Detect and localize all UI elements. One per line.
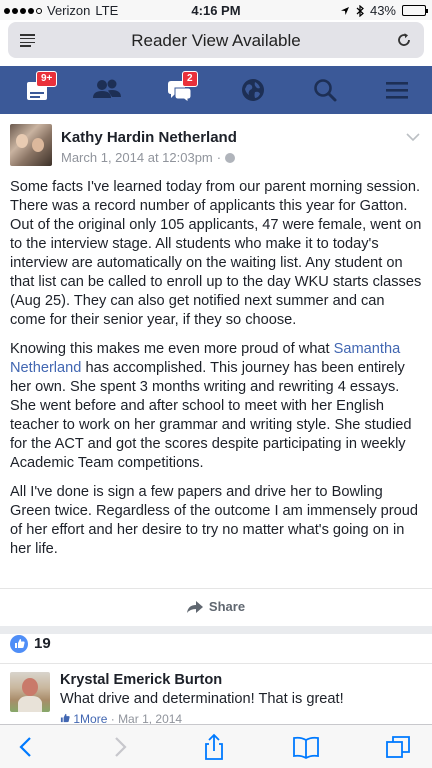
mention-link[interactable]: Samantha Netherland xyxy=(10,341,401,376)
address-bar[interactable] xyxy=(8,22,424,58)
forward-icon[interactable] xyxy=(106,733,134,761)
status-bar xyxy=(0,0,432,20)
post-paragraph: Some facts I've learned today from our parent morning session. There was a record number of applicants this year for Gatton. Out of the original only 105 applicants, 47 were female, went on to the interview stage. All students who make it to today's interview are automatically on the waiting list. Any student on that list can be called to enroll up to the day WKU starts classes (Aug 25). They can also get notified next summer and can come for their senior year, if they so choose. xyxy=(10,179,422,328)
facebook-nav-bar xyxy=(0,66,432,114)
search-icon xyxy=(312,77,338,103)
comment-more-link[interactable]: More xyxy=(80,712,108,724)
post-body xyxy=(10,178,422,569)
globe-icon xyxy=(240,77,266,103)
paragraph-text: Knowing this makes me even more proud of what xyxy=(10,341,334,357)
privacy-globe-icon xyxy=(225,153,235,163)
comment-text: What drive and determination! That is great! xyxy=(60,691,344,707)
messages-notification-badge: 2 xyxy=(182,71,198,87)
post-timestamp[interactable]: March 1, 2014 at 12:03pm xyxy=(61,150,213,165)
nav-news-feed[interactable] xyxy=(22,73,54,104)
share-arrow-icon xyxy=(187,601,203,613)
back-icon[interactable] xyxy=(12,733,40,761)
share-sheet-icon[interactable] xyxy=(200,733,228,761)
nav-messages[interactable] xyxy=(166,73,198,104)
battery-icon xyxy=(402,5,426,16)
meta-separator: · xyxy=(110,712,115,724)
author-avatar[interactable] xyxy=(10,124,52,166)
clock: 4:16 PM xyxy=(191,3,241,18)
comment-date: Mar 1, 2014 xyxy=(118,712,183,724)
bluetooth-icon xyxy=(356,5,364,17)
nav-search[interactable] xyxy=(310,76,342,104)
carrier-name: Verizon xyxy=(47,3,91,18)
network-type: LTE xyxy=(95,3,119,18)
post-meta xyxy=(61,150,235,165)
comment xyxy=(0,668,432,724)
comment-like-icon xyxy=(60,713,70,723)
nav-notifications[interactable] xyxy=(238,76,270,104)
thumbs-up-icon xyxy=(10,635,28,653)
nav-menu[interactable] xyxy=(382,76,414,104)
reload-icon[interactable] xyxy=(394,30,414,50)
battery-percent: 43% xyxy=(369,3,396,18)
post-author[interactable]: Kathy Hardin Netherland xyxy=(61,129,237,146)
feed-notification-badge: 9+ xyxy=(36,71,57,87)
browser-toolbar xyxy=(0,724,432,768)
chevron-down-icon[interactable] xyxy=(406,132,420,142)
reader-view-label[interactable]: Reader View Available xyxy=(131,31,301,50)
share-button[interactable] xyxy=(0,588,432,624)
post-paragraph: All I've done is sign a few papers and drive her to Bowling Green twice. Regardless of the outcome I am immensely proud of her effort and her desire to try no matter what's going on in her life. xyxy=(10,484,418,557)
comment-likes[interactable]: 1 xyxy=(73,712,81,724)
paragraph-text: has accomplished. This journey has been entirely her own. She spent 3 months writing and rewriting 4 essays. She went before and after school to meet with her English teacher to work on her grammar and writing style. She studied for the ACT and got the scores despite participating in weekly Academic Team competitions. xyxy=(10,360,412,471)
status-indicators xyxy=(340,3,426,18)
comment-meta xyxy=(60,712,182,724)
reactions-summary[interactable] xyxy=(0,624,432,664)
hamburger-menu-icon xyxy=(384,77,410,103)
likes-count: 19 xyxy=(34,635,51,652)
meta-separator: · xyxy=(216,150,222,165)
bookmarks-icon[interactable] xyxy=(292,733,320,761)
nav-friend-requests[interactable] xyxy=(92,76,124,104)
comment-author[interactable]: Krystal Emerick Burton xyxy=(60,672,223,688)
location-arrow-icon xyxy=(340,6,350,16)
friends-icon xyxy=(92,76,122,102)
post-paragraph xyxy=(10,340,422,473)
tabs-icon[interactable] xyxy=(384,733,412,761)
commenter-avatar[interactable] xyxy=(10,672,50,712)
share-label: Share xyxy=(208,599,246,614)
